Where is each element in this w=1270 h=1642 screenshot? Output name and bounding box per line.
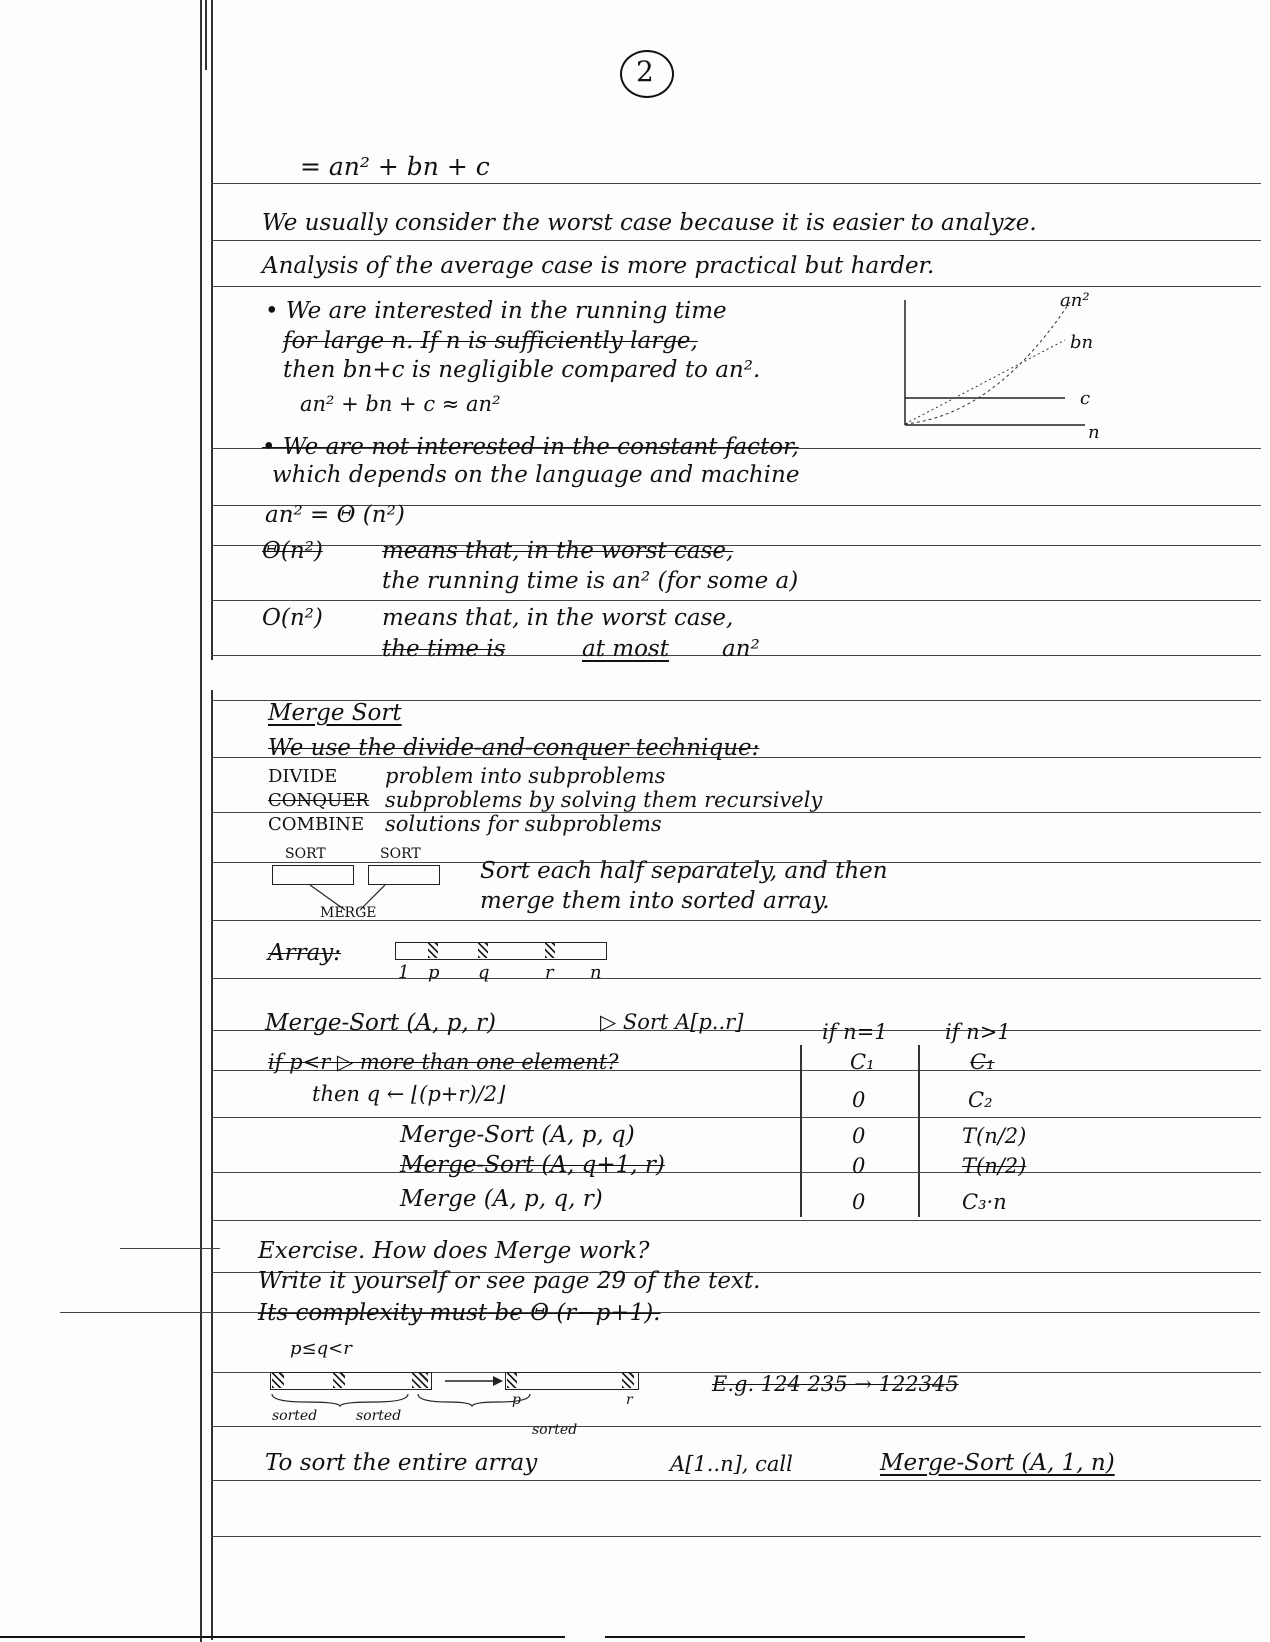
text-line: for large n. If n is sufficiently large, (283, 328, 698, 354)
code-header: Merge-Sort (A, p, r) (265, 1010, 496, 1036)
merge-output-array (505, 1372, 639, 1390)
cost-col-header: if n=1 (822, 1020, 888, 1044)
graph-label-c: c (1080, 388, 1091, 409)
sorted-label: sorted (272, 1408, 318, 1424)
array-index: 1 (398, 962, 410, 983)
ruled-line (120, 1248, 220, 1249)
merge-input-cell (272, 1373, 284, 1388)
array-cell-q (478, 943, 488, 958)
ruled-line (211, 812, 1261, 813)
section-title: Merge Sort (268, 700, 402, 726)
text-line: Θ(n²) (262, 538, 323, 564)
cost-cell: 0 (852, 1088, 866, 1112)
ruled-line (211, 1172, 1261, 1173)
code-line: if p<r ▷ more than one element? (268, 1050, 619, 1074)
exercise-line: Write it yourself or see page 29 of the text. (258, 1268, 761, 1294)
sort-label: SORT (285, 846, 326, 862)
text-line: • We are interested in the running time (265, 298, 727, 324)
ruled-line (211, 600, 1261, 601)
graph-an2-curve (905, 302, 1070, 424)
cost-cell: C₃·n (962, 1190, 1007, 1214)
ruled-line (211, 1480, 1261, 1481)
cost-cell: T(n/2) (962, 1124, 1027, 1148)
ruled-line (211, 1220, 1261, 1221)
cost-col-header: if n>1 (945, 1020, 1011, 1044)
merge-output-p: p (512, 1392, 521, 1408)
text-line: solutions for subproblems (385, 812, 662, 836)
array-label: Array: (268, 940, 342, 966)
merge-output-cell (507, 1373, 517, 1388)
code-line: Merge-Sort (A, q+1, r) (400, 1152, 665, 1178)
page-number: 2 (636, 55, 654, 88)
code-line: Merge-Sort (A, p, q) (400, 1122, 635, 1148)
sorted-braces (268, 1392, 668, 1432)
code-line: then q ← ⌊(p+r)/2⌋ (312, 1082, 506, 1106)
text-line: means that, in the worst case, (382, 538, 734, 564)
exercise-line: Its complexity must be Θ (r−p+1). (258, 1300, 661, 1326)
cost-cell: C₂ (968, 1088, 993, 1112)
keyword: CONQUER (268, 790, 369, 811)
merge-input-cell (333, 1373, 345, 1388)
text-line: the time is (382, 636, 506, 662)
merge-arrow (445, 1372, 505, 1392)
merge-example: E.g. 124 235 → 122345 (712, 1372, 959, 1396)
array-box (395, 942, 607, 960)
ruled-line (211, 545, 1261, 546)
final-call: Merge-Sort (A, 1, n) (880, 1450, 1115, 1476)
ruled-line (211, 183, 1261, 184)
cost-col-divider (918, 1045, 920, 1217)
graph-label-n: n (1088, 422, 1100, 443)
cost-col-divider (800, 1045, 802, 1217)
array-index: r (545, 962, 554, 983)
text-line: means that, in the worst case, (382, 605, 734, 631)
page-bottom-line (605, 1636, 1025, 1638)
array-index: q (478, 962, 490, 983)
merge-condition: p≤q<r (290, 1338, 352, 1359)
merge-input-cell (412, 1373, 428, 1388)
text-line: We usually consider the worst case because it is easier to analyze. (262, 210, 1037, 236)
margin-line (200, 0, 202, 1642)
equation-line: an² = Θ (n²) (265, 502, 405, 528)
graph-bn-line (905, 340, 1065, 424)
keyword: COMBINE (268, 814, 365, 835)
text-line: We use the divide-and-conquer technique: (268, 735, 760, 761)
final-line: A[1..n], call (670, 1452, 793, 1476)
text-line: merge them into sorted array. (480, 888, 830, 914)
ruled-line (211, 1536, 1261, 1537)
exercise-line: Exercise. How does Merge work? (258, 1238, 650, 1264)
text-line: then bn+c is negligible compared to an². (283, 357, 761, 383)
growth-graph (895, 290, 1135, 440)
text-line: Analysis of the average case is more practical but harder. (262, 253, 935, 279)
graph-label-bn: bn (1070, 332, 1094, 353)
array-cell-p (428, 943, 438, 958)
text-line: Sort each half separately, and then (480, 858, 888, 884)
sorted-label: sorted (356, 1408, 402, 1424)
array-index: p (428, 962, 440, 983)
cost-cell: 0 (852, 1190, 866, 1214)
equation-line: = an² + bn + c (300, 152, 490, 181)
ruled-line (211, 286, 1261, 287)
cost-cell: C₁ (970, 1050, 995, 1074)
text-line: problem into subproblems (385, 764, 666, 788)
text-line: • We are not interested in the constant factor, (262, 434, 799, 460)
text-line: O(n²) (262, 605, 323, 631)
text-line: which depends on the language and machine (272, 462, 800, 488)
equation-line: an² + bn + c ≈ an² (300, 392, 501, 416)
sorted-label: sorted (532, 1422, 578, 1438)
margin-line (205, 0, 207, 70)
array-cell-r (545, 943, 555, 958)
text-line: subproblems by solving them recursively (385, 788, 823, 812)
merge-label: MERGE (320, 905, 377, 921)
cost-cell: T(n/2) (962, 1154, 1027, 1178)
cost-cell: C₁ (850, 1050, 875, 1074)
merge-output-r: r (626, 1392, 633, 1408)
sort-label: SORT (380, 846, 421, 862)
ruled-line (211, 1117, 1261, 1118)
ruled-line (211, 978, 1261, 979)
cost-cell: 0 (852, 1124, 866, 1148)
merge-output-cell (622, 1373, 634, 1388)
final-line: To sort the entire array (265, 1450, 538, 1476)
merge-input-array (270, 1372, 432, 1390)
code-line: Merge (A, p, q, r) (400, 1186, 603, 1212)
ruled-line (211, 240, 1261, 241)
text-line-emphasis: at most (582, 636, 669, 662)
margin-line (211, 0, 213, 660)
text-line: the running time is an² (for some a) (382, 568, 799, 594)
page-bottom-line (0, 1636, 565, 1638)
code-comment: ▷ Sort A[p..r] (600, 1010, 744, 1034)
array-index: n (590, 962, 602, 983)
margin-line (211, 690, 213, 1640)
text-line: an² (722, 636, 760, 662)
cost-cell: 0 (852, 1154, 866, 1178)
keyword: DIVIDE (268, 766, 338, 787)
graph-label-an2: an² (1060, 290, 1090, 311)
